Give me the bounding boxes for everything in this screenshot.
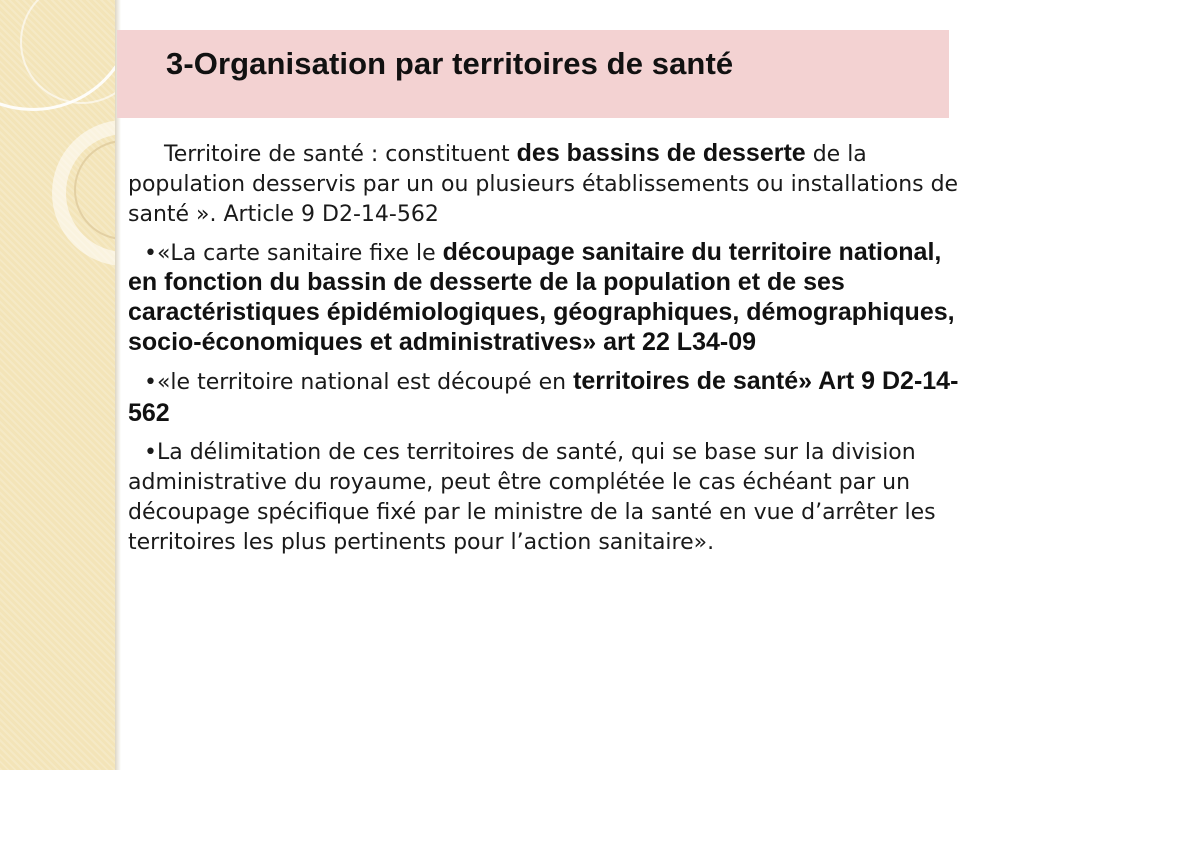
paragraph-definition xyxy=(128,138,968,230)
paragraph-text: •La délimitation de ces territoires de santé, qui se base sur la division administrative du royaume, peut être complétée le cas échéant par un découpage spécifique fixé par le ministre de la santé en vue d’arrêter les territoires les plus pertinents pour l’action sanitaire». xyxy=(128,440,936,555)
paragraph-text: •«le territoire national est découpé en xyxy=(144,370,574,395)
slide-body xyxy=(128,138,968,566)
paragraph-territoire-national xyxy=(128,366,968,430)
paragraph-bold-text: des bassins de desserte xyxy=(516,139,806,167)
decorative-side-band xyxy=(0,0,115,770)
paragraph-text: Territoire de santé : constituent xyxy=(164,142,517,167)
paragraph-text: de la population desservis par un ou plusieurs établissements ou installations de santé ». Article 9 D2-14-562 xyxy=(128,142,959,227)
slide-title: 3-Organisation par territoires de santé xyxy=(166,46,734,81)
paragraph-delimitation xyxy=(128,438,968,558)
paragraph-carte-sanitaire xyxy=(128,238,968,358)
paragraph-bold-text: territoires de santé» Art 9 D2-14-562 xyxy=(128,367,959,427)
paragraph-bold-text: découpage sanitaire du territoire national, en fonction du bassin de desserte de la population et de ses caractéristiques épidémiologiques, géographiques, démographiques, socio-économiques et administratives» art 22 L34-09 xyxy=(128,238,955,356)
paragraph-text: •«La carte sanitaire fixe le xyxy=(144,241,443,266)
